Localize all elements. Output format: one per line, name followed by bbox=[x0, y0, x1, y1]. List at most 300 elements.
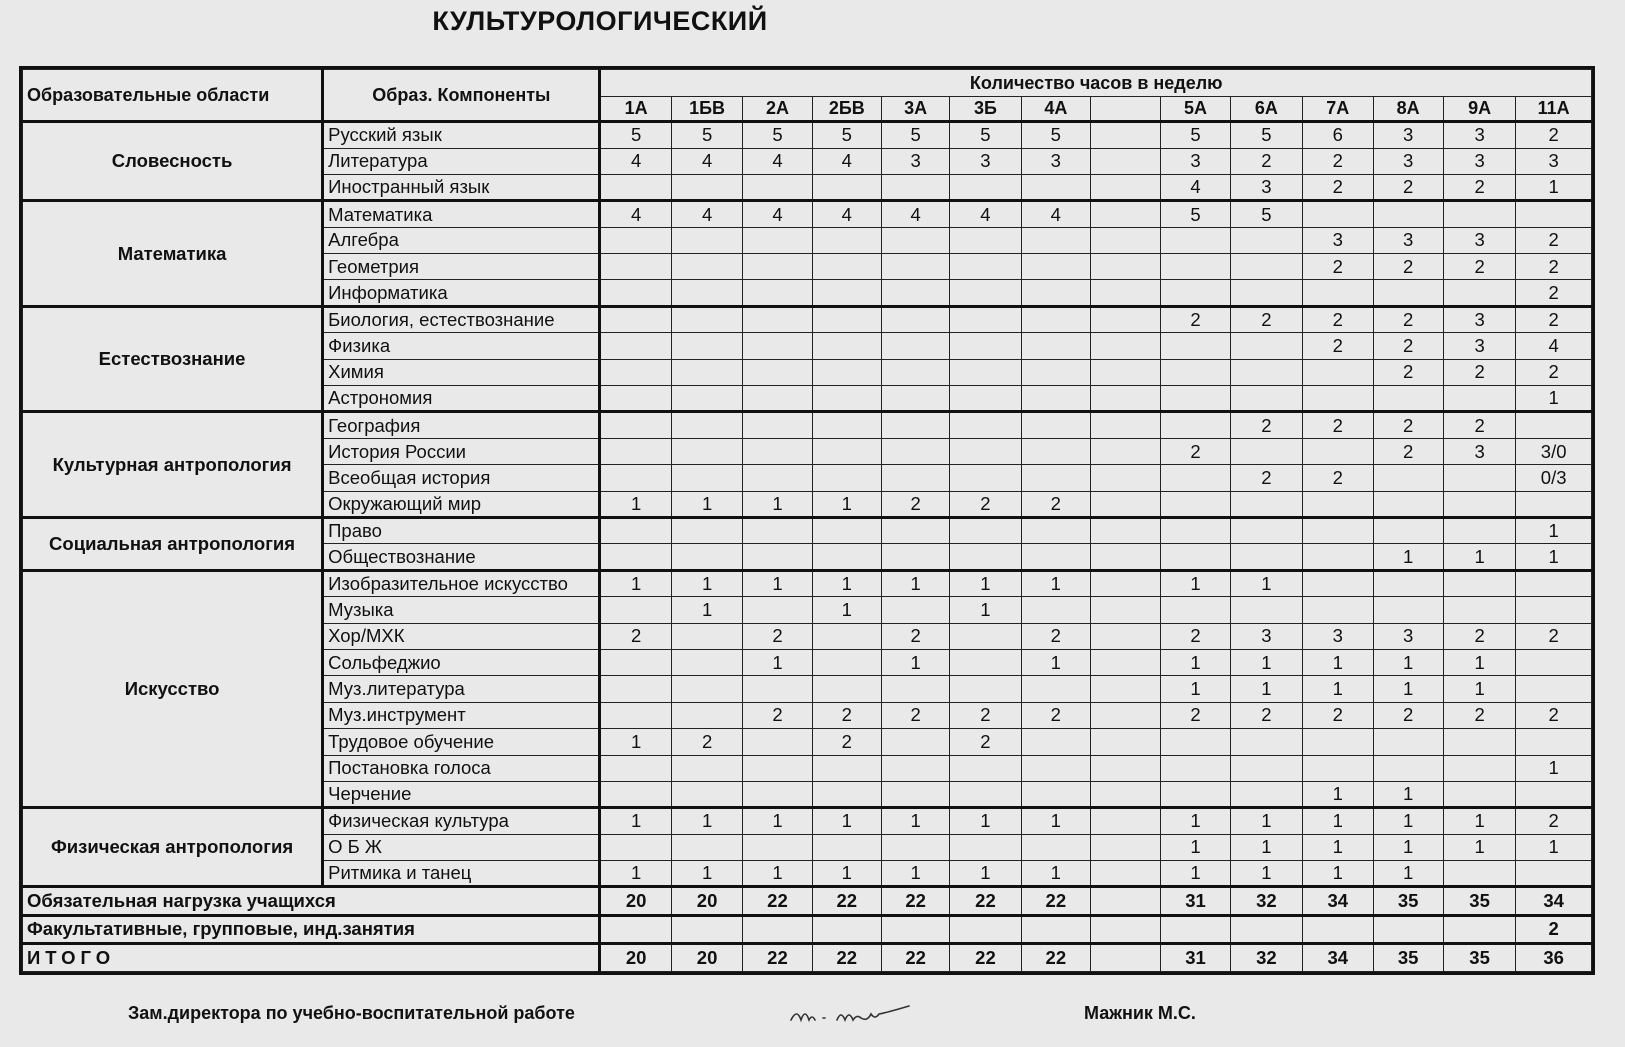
hours-cell bbox=[743, 333, 812, 359]
hours-cell bbox=[1230, 438, 1302, 464]
hours-cell bbox=[1303, 280, 1373, 306]
component-name: Муз.литература bbox=[323, 676, 600, 702]
hours-cell: 1 bbox=[1443, 544, 1515, 570]
hours-cell: 3 bbox=[1373, 148, 1443, 174]
total-hours-cell: 2 bbox=[1516, 915, 1592, 943]
hours-cell: 2 bbox=[1303, 702, 1373, 728]
component-name: Литература bbox=[323, 148, 600, 174]
hours-cell bbox=[1230, 386, 1302, 412]
hours-cell bbox=[671, 518, 742, 544]
hours-cell: 3 bbox=[1443, 148, 1515, 174]
hours-cell: 1 bbox=[600, 808, 671, 834]
hours-cell bbox=[671, 702, 742, 728]
hours-cell: 2 bbox=[1021, 623, 1090, 649]
hours-cell bbox=[1090, 438, 1160, 464]
hours-cell: 2 bbox=[1443, 412, 1515, 438]
hours-cell: 1 bbox=[1303, 676, 1373, 702]
hours-cell: 2 bbox=[1373, 359, 1443, 385]
total-hours-cell: 31 bbox=[1161, 943, 1230, 971]
hours-cell bbox=[812, 333, 881, 359]
hours-cell bbox=[600, 597, 671, 623]
footer-position: Зам.директора по учебно-воспитательной работе bbox=[128, 1003, 575, 1023]
hours-cell bbox=[671, 834, 742, 860]
hours-cell bbox=[1021, 544, 1090, 570]
hours-cell bbox=[1230, 254, 1302, 280]
grade-header: 1А bbox=[600, 97, 671, 122]
total-hours-cell: 22 bbox=[950, 887, 1021, 915]
hours-cell: 2 bbox=[1303, 254, 1373, 280]
total-hours-cell bbox=[743, 915, 812, 943]
total-hours-cell: 32 bbox=[1230, 887, 1302, 915]
hours-cell bbox=[812, 834, 881, 860]
hours-cell: 1 bbox=[1303, 781, 1373, 807]
hours-cell: 2 bbox=[950, 702, 1021, 728]
hours-cell bbox=[671, 280, 742, 306]
hours-cell bbox=[1090, 359, 1160, 385]
hours-cell bbox=[600, 227, 671, 253]
hours-cell bbox=[950, 227, 1021, 253]
hours-cell bbox=[743, 781, 812, 807]
hours-cell bbox=[600, 412, 671, 438]
hours-cell bbox=[812, 781, 881, 807]
hours-cell: 1 bbox=[881, 808, 949, 834]
hours-cell bbox=[600, 280, 671, 306]
hours-cell: 3 bbox=[1373, 623, 1443, 649]
hours-cell bbox=[743, 729, 812, 755]
hours-cell bbox=[1230, 729, 1302, 755]
component-name: Информатика bbox=[323, 280, 600, 306]
hours-cell: 4 bbox=[812, 201, 881, 227]
total-hours-cell: 22 bbox=[743, 943, 812, 971]
hours-cell: 2 bbox=[1373, 412, 1443, 438]
total-hours-cell bbox=[1090, 943, 1160, 971]
component-name: Сольфеджио bbox=[323, 649, 600, 675]
hours-cell: 2 bbox=[1373, 174, 1443, 200]
hours-cell bbox=[743, 359, 812, 385]
component-name: Постановка голоса bbox=[323, 755, 600, 781]
hours-cell bbox=[950, 306, 1021, 332]
hours-cell bbox=[881, 834, 949, 860]
hours-cell bbox=[950, 174, 1021, 200]
hours-cell bbox=[950, 333, 1021, 359]
hours-cell: 1 bbox=[1373, 781, 1443, 807]
hours-cell: 2 bbox=[881, 702, 949, 728]
hours-cell: 3 bbox=[1443, 438, 1515, 464]
hours-cell: 2 bbox=[1516, 306, 1592, 332]
component-name: Иностранный язык bbox=[323, 174, 600, 200]
footer-name: Мажник М.С. bbox=[1084, 1003, 1196, 1023]
hours-cell bbox=[1303, 570, 1373, 596]
hours-cell bbox=[600, 834, 671, 860]
hours-cell bbox=[1021, 333, 1090, 359]
hours-cell bbox=[1090, 280, 1160, 306]
hours-cell: 5 bbox=[743, 122, 812, 148]
hours-cell: 1 bbox=[1373, 808, 1443, 834]
hours-cell bbox=[950, 280, 1021, 306]
hours-cell bbox=[812, 649, 881, 675]
hours-cell: 2 bbox=[1443, 702, 1515, 728]
hours-cell bbox=[671, 623, 742, 649]
hours-cell: 1 bbox=[881, 861, 949, 887]
hours-cell bbox=[1021, 359, 1090, 385]
hours-cell bbox=[743, 676, 812, 702]
hours-cell: 3 bbox=[1373, 122, 1443, 148]
hours-cell bbox=[812, 359, 881, 385]
hours-cell bbox=[1516, 597, 1592, 623]
hours-cell bbox=[671, 465, 742, 491]
hours-cell: 3 bbox=[950, 148, 1021, 174]
hours-cell bbox=[950, 359, 1021, 385]
hours-cell: 1 bbox=[600, 491, 671, 517]
hours-cell bbox=[812, 227, 881, 253]
hours-cell bbox=[743, 518, 812, 544]
total-hours-cell: 32 bbox=[1230, 943, 1302, 971]
hours-cell: 5 bbox=[1021, 122, 1090, 148]
hours-cell: 2 bbox=[600, 623, 671, 649]
hours-cell: 1 bbox=[600, 729, 671, 755]
hours-cell: 1 bbox=[1443, 676, 1515, 702]
hours-cell: 2 bbox=[1303, 174, 1373, 200]
area-name: Математика bbox=[23, 201, 323, 307]
hours-cell bbox=[743, 544, 812, 570]
hours-cell bbox=[600, 518, 671, 544]
total-hours-cell: 20 bbox=[671, 943, 742, 971]
hours-cell bbox=[1443, 570, 1515, 596]
hours-cell: 2 bbox=[1230, 148, 1302, 174]
hours-cell bbox=[671, 333, 742, 359]
total-hours-cell: 35 bbox=[1373, 943, 1443, 971]
total-label: ИТОГО bbox=[23, 943, 600, 971]
hours-cell bbox=[671, 386, 742, 412]
component-name: Изобразительное искусство bbox=[323, 570, 600, 596]
total-hours-cell: 22 bbox=[812, 887, 881, 915]
hours-cell: 1 bbox=[743, 491, 812, 517]
subject-row bbox=[23, 306, 1592, 332]
hours-cell bbox=[743, 465, 812, 491]
total-label: Обязательная нагрузка учащихся bbox=[23, 887, 600, 915]
hours-cell bbox=[1443, 729, 1515, 755]
total-hours-cell bbox=[1443, 915, 1515, 943]
component-name: Муз.инструмент bbox=[323, 702, 600, 728]
hours-cell bbox=[600, 174, 671, 200]
hours-cell: 1 bbox=[671, 570, 742, 596]
hours-cell: 5 bbox=[812, 122, 881, 148]
hours-cell bbox=[950, 676, 1021, 702]
grade-header: 3А bbox=[881, 97, 949, 122]
total-hours-cell: 22 bbox=[881, 943, 949, 971]
hours-cell bbox=[1090, 333, 1160, 359]
subject-row bbox=[23, 808, 1592, 834]
hours-cell bbox=[1021, 834, 1090, 860]
hours-cell bbox=[1090, 306, 1160, 332]
hours-cell bbox=[1230, 491, 1302, 517]
hours-cell: 1 bbox=[600, 861, 671, 887]
component-name: Музыка bbox=[323, 597, 600, 623]
hours-cell bbox=[743, 306, 812, 332]
hours-cell: 5 bbox=[950, 122, 1021, 148]
hours-cell bbox=[812, 412, 881, 438]
hours-cell bbox=[1021, 386, 1090, 412]
hours-cell: 4 bbox=[1021, 201, 1090, 227]
hours-cell: 2 bbox=[1161, 623, 1230, 649]
signature bbox=[785, 996, 945, 1032]
hours-cell bbox=[743, 412, 812, 438]
hours-cell bbox=[1373, 386, 1443, 412]
hours-cell bbox=[950, 623, 1021, 649]
total-hours-cell: 35 bbox=[1443, 943, 1515, 971]
hours-cell: 2 bbox=[1443, 623, 1515, 649]
hours-cell bbox=[1373, 597, 1443, 623]
hours-cell bbox=[1230, 597, 1302, 623]
hours-cell bbox=[1090, 518, 1160, 544]
hours-cell bbox=[1443, 755, 1515, 781]
subject-row bbox=[23, 570, 1592, 596]
hours-cell: 2 bbox=[1230, 702, 1302, 728]
hours-cell bbox=[1021, 280, 1090, 306]
hours-cell bbox=[671, 254, 742, 280]
component-name: Право bbox=[323, 518, 600, 544]
hours-cell bbox=[1161, 280, 1230, 306]
hours-cell: 2 bbox=[1161, 306, 1230, 332]
hours-cell: 5 bbox=[1230, 122, 1302, 148]
hours-cell: 3 bbox=[1021, 148, 1090, 174]
hours-cell: 1 bbox=[1516, 518, 1592, 544]
hours-cell bbox=[600, 438, 671, 464]
hours-cell: 2 bbox=[1516, 280, 1592, 306]
hours-cell: 1 bbox=[1021, 649, 1090, 675]
hours-cell: 1 bbox=[1230, 676, 1302, 702]
total-hours-cell: 36 bbox=[1516, 943, 1592, 971]
curriculum-table bbox=[22, 69, 1592, 972]
hours-cell bbox=[1373, 280, 1443, 306]
hours-cell: 1 bbox=[1373, 676, 1443, 702]
hours-cell: 1 bbox=[1230, 570, 1302, 596]
hours-cell bbox=[1443, 861, 1515, 887]
hours-cell bbox=[1021, 755, 1090, 781]
hours-cell bbox=[881, 676, 949, 702]
hours-cell bbox=[1161, 465, 1230, 491]
hours-cell: 3 bbox=[1443, 227, 1515, 253]
hours-cell bbox=[1090, 808, 1160, 834]
hours-cell: 3 bbox=[1443, 333, 1515, 359]
subject-row bbox=[23, 201, 1592, 227]
total-hours-cell: 20 bbox=[600, 887, 671, 915]
hours-cell: 1 bbox=[1161, 570, 1230, 596]
grade-header: 9А bbox=[1443, 97, 1515, 122]
hours-cell: 2 bbox=[1516, 122, 1592, 148]
hours-cell: 2 bbox=[1443, 254, 1515, 280]
grade-header: 1БВ bbox=[671, 97, 742, 122]
hours-cell bbox=[600, 306, 671, 332]
hours-cell bbox=[600, 333, 671, 359]
total-hours-cell bbox=[1090, 887, 1160, 915]
component-name: О Б Ж bbox=[323, 834, 600, 860]
hours-cell bbox=[1090, 386, 1160, 412]
hours-cell bbox=[812, 518, 881, 544]
hours-cell: 1 bbox=[671, 597, 742, 623]
hours-cell bbox=[1021, 438, 1090, 464]
hours-cell bbox=[1021, 254, 1090, 280]
hours-cell bbox=[1161, 597, 1230, 623]
hours-cell bbox=[881, 333, 949, 359]
hours-cell bbox=[1230, 359, 1302, 385]
grade-header: 11А bbox=[1516, 97, 1592, 122]
hours-cell: 3 bbox=[881, 148, 949, 174]
total-hours-cell bbox=[1373, 915, 1443, 943]
hours-cell: 6 bbox=[1303, 122, 1373, 148]
hours-cell bbox=[812, 254, 881, 280]
hours-cell bbox=[1443, 781, 1515, 807]
hours-cell bbox=[1230, 518, 1302, 544]
hours-cell bbox=[1373, 518, 1443, 544]
hours-cell bbox=[812, 623, 881, 649]
hours-cell bbox=[1090, 649, 1160, 675]
hours-cell bbox=[1230, 544, 1302, 570]
hours-cell: 2 bbox=[1516, 254, 1592, 280]
hours-cell: 1 bbox=[1443, 834, 1515, 860]
hours-cell bbox=[1161, 518, 1230, 544]
hours-cell: 3 bbox=[1161, 148, 1230, 174]
hours-cell bbox=[881, 174, 949, 200]
hours-cell: 1 bbox=[1516, 544, 1592, 570]
hours-cell bbox=[1230, 333, 1302, 359]
area-name: Искусство bbox=[23, 570, 323, 808]
hours-cell: 2 bbox=[1303, 465, 1373, 491]
hours-cell: 1 bbox=[950, 808, 1021, 834]
hours-cell bbox=[1090, 491, 1160, 517]
total-hours-cell bbox=[1230, 915, 1302, 943]
hours-cell: 1 bbox=[1303, 808, 1373, 834]
hours-cell bbox=[881, 465, 949, 491]
hours-cell: 5 bbox=[1161, 201, 1230, 227]
hours-cell: 3 bbox=[1443, 122, 1515, 148]
hours-cell bbox=[1021, 729, 1090, 755]
grade-header bbox=[1090, 97, 1160, 122]
hours-cell: 4 bbox=[671, 201, 742, 227]
hours-cell bbox=[1303, 518, 1373, 544]
hours-cell: 1 bbox=[812, 570, 881, 596]
hours-cell bbox=[1021, 174, 1090, 200]
hours-cell: 1 bbox=[881, 570, 949, 596]
component-name: Черчение bbox=[323, 781, 600, 807]
hours-cell: 1 bbox=[1161, 834, 1230, 860]
hours-cell bbox=[1090, 676, 1160, 702]
component-name: Хор/МХК bbox=[323, 623, 600, 649]
hours-cell bbox=[1161, 359, 1230, 385]
hours-cell bbox=[600, 755, 671, 781]
hours-cell: 1 bbox=[1021, 861, 1090, 887]
hours-cell: 2 bbox=[950, 729, 1021, 755]
hours-cell bbox=[1090, 570, 1160, 596]
hours-cell bbox=[812, 755, 881, 781]
hours-cell bbox=[1303, 597, 1373, 623]
hours-cell bbox=[743, 386, 812, 412]
component-name: Русский язык bbox=[323, 122, 600, 148]
total-hours-cell: 35 bbox=[1373, 887, 1443, 915]
hours-cell bbox=[1516, 729, 1592, 755]
hours-cell: 1 bbox=[1516, 755, 1592, 781]
grade-header: 4А bbox=[1021, 97, 1090, 122]
hours-cell bbox=[881, 781, 949, 807]
area-name: Естествознание bbox=[23, 306, 323, 412]
total-hours-cell: 34 bbox=[1303, 943, 1373, 971]
hours-cell bbox=[1303, 201, 1373, 227]
component-name: Биология, естествознание bbox=[323, 306, 600, 332]
total-hours-cell: 22 bbox=[950, 943, 1021, 971]
hours-cell bbox=[881, 254, 949, 280]
hours-cell bbox=[1303, 386, 1373, 412]
total-hours-cell: 34 bbox=[1303, 887, 1373, 915]
hours-cell bbox=[1090, 781, 1160, 807]
hours-cell: 1 bbox=[812, 808, 881, 834]
hours-cell bbox=[1021, 676, 1090, 702]
hours-cell: 1 bbox=[1443, 649, 1515, 675]
hours-cell: 2 bbox=[1516, 359, 1592, 385]
hours-cell: 3 bbox=[1516, 148, 1592, 174]
total-hours-cell: 20 bbox=[600, 943, 671, 971]
hours-cell bbox=[1373, 491, 1443, 517]
hours-cell: 1 bbox=[1373, 834, 1443, 860]
hours-cell bbox=[671, 306, 742, 332]
hours-cell bbox=[671, 676, 742, 702]
hours-cell: 1 bbox=[950, 597, 1021, 623]
total-hours-cell: 34 bbox=[1516, 887, 1592, 915]
hours-cell: 1 bbox=[743, 570, 812, 596]
hours-cell bbox=[1230, 755, 1302, 781]
hours-cell bbox=[1303, 729, 1373, 755]
hours-cell bbox=[950, 254, 1021, 280]
hours-cell: 5 bbox=[881, 122, 949, 148]
subject-row bbox=[23, 518, 1592, 544]
total-hours-cell bbox=[1303, 915, 1373, 943]
hours-cell bbox=[1230, 280, 1302, 306]
column-header-hours: Количество часов в неделю bbox=[600, 70, 1592, 97]
hours-cell bbox=[1021, 412, 1090, 438]
total-hours-cell bbox=[950, 915, 1021, 943]
hours-cell: 0/3 bbox=[1516, 465, 1592, 491]
hours-cell bbox=[1161, 412, 1230, 438]
hours-cell bbox=[600, 649, 671, 675]
hours-cell: 4 bbox=[1516, 333, 1592, 359]
component-name: Всеобщая история bbox=[323, 465, 600, 491]
component-name: Обществознание bbox=[323, 544, 600, 570]
hours-cell bbox=[1443, 201, 1515, 227]
hours-cell bbox=[1516, 201, 1592, 227]
total-hours-cell bbox=[1161, 915, 1230, 943]
area-name: Культурная антропология bbox=[23, 412, 323, 518]
hours-cell: 1 bbox=[1303, 834, 1373, 860]
hours-cell: 2 bbox=[743, 623, 812, 649]
hours-cell bbox=[1021, 518, 1090, 544]
area-name: Физическая антропология bbox=[23, 808, 323, 887]
hours-cell: 2 bbox=[1230, 306, 1302, 332]
component-name: Трудовое обучение bbox=[323, 729, 600, 755]
hours-cell bbox=[950, 412, 1021, 438]
hours-cell: 1 bbox=[671, 808, 742, 834]
component-name: Математика bbox=[323, 201, 600, 227]
hours-cell bbox=[1230, 227, 1302, 253]
hours-cell bbox=[881, 227, 949, 253]
hours-cell: 1 bbox=[1161, 676, 1230, 702]
hours-cell bbox=[1090, 834, 1160, 860]
hours-cell bbox=[881, 306, 949, 332]
total-hours-cell: 35 bbox=[1443, 887, 1515, 915]
hours-cell bbox=[1161, 544, 1230, 570]
hours-cell: 2 bbox=[1303, 333, 1373, 359]
hours-cell: 2 bbox=[1516, 808, 1592, 834]
hours-cell: 2 bbox=[1516, 702, 1592, 728]
hours-cell: 4 bbox=[600, 148, 671, 174]
